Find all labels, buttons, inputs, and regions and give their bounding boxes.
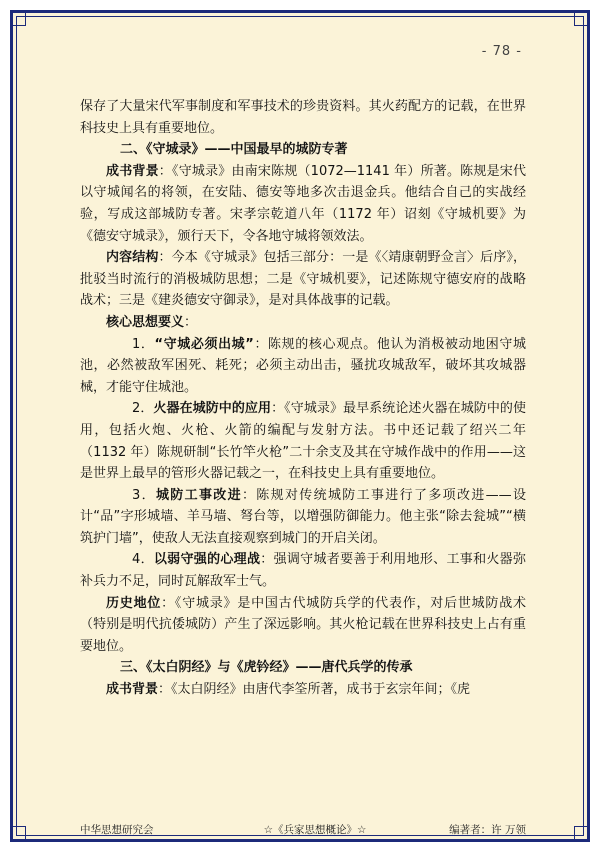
frame-corner-top-left — [10, 10, 26, 26]
paragraph-label: 核心思想要义 — [106, 314, 185, 330]
footer-author: 编著者：许 万领 — [449, 824, 526, 836]
paragraph-label: 成书背景 — [106, 163, 159, 179]
paragraph-label: 历史地位 — [106, 595, 162, 611]
paragraph-background: 成书背景：《太白阴经》由唐代李筌所著，成书于玄宗年间；《虎 — [106, 682, 471, 698]
footer-organization: 中华思想研究会 — [80, 824, 154, 836]
list-number: 1． — [132, 336, 155, 352]
frame-corner-top-right — [574, 10, 590, 26]
paragraph-label: 成书背景 — [106, 682, 159, 698]
list-item-label: 以弱守强的心理战 — [153, 552, 261, 568]
frame-corner-bottom-left — [10, 826, 26, 842]
list-item: 2．火器在城防中的应用：《守城录》最早系统论述火器在城防中的使用，包括火炮、火枪、火箭的编配与发射方法。书中还记载了绍兴二年（1132 年）陈规研制“长竹竿火枪”二十余支及其在守城作战中的作用——这是世界上最早的管形火器记载之一，在科技史上具有重要地位。 — [80, 401, 526, 482]
list-number: 4． — [132, 552, 154, 568]
section-heading-2: 二、《守城录》——中国最早的城防专著 — [120, 142, 348, 158]
paragraph-continuation: 保存了大量宋代军事制度和军事技术的珍贵资料。其火药配方的记载，在世界科技史上具有重要地位。 — [80, 99, 526, 136]
paragraph-historical-status: 历史地位：《守城录》是中国古代城防兵学的代表作，对后世城防战术（特别是明代抗倭城防）产生了深远影响。其火枪记载在世界科技史上占有重要地位。 — [80, 595, 526, 654]
paragraph-structure: 内容结构：今本《守城录》包括三部分：一是《〈靖康朝野佥言〉后序》，批驳当时流行的消极城防思想；二是《守城机要》，记述陈规守德安府的战略战术；三是《建炎德安守御录》，是对具体战事的记载。 — [80, 250, 526, 309]
list-item: 1．“守城必须出城”：陈规的核心观点。他认为消极被动地困守城池，必然被敌军困死、耗死；必须主动出击，骚扰攻城敌军，破坏其攻城器械，才能守住城池。 — [80, 336, 526, 395]
list-item: 3．城防工事改进：陈规对传统城防工事进行了多项改进——设计“品”字形城墙、羊马墙、弩台等，以增强防御能力。他主张“除去瓮城”“横筑护门墙”，使敌人无法直接观察到城门的开启关闭。 — [80, 487, 526, 546]
frame-corner-bottom-right — [574, 826, 590, 842]
footer-book-title: ☆《兵家思想概论》☆ — [263, 824, 367, 836]
body-text — [80, 96, 526, 701]
list-number: 3． — [132, 487, 156, 503]
list-item-label: 火器在城防中的应用 — [153, 401, 272, 417]
list-number: 2． — [132, 401, 154, 417]
page-number: - 78 - — [481, 44, 522, 59]
paragraph-background: 成书背景：《守城录》由南宋陈规（1072—1141 年）所著。陈规是宋代以守城闻名的将领，在安陆、德安等地多次击退金兵。他结合自己的实战经验，写成这部城防专著。宋孝宗乾道八年（1172 年）诏刻《守城机要》为《德安守城录》，颁行天下，令各地守城将领效法。 — [80, 163, 526, 244]
list-item: 4．以弱守强的心理战：强调守城者要善于利用地形、工事和火器弥补兵力不足，同时瓦解敌军士气。 — [80, 552, 526, 590]
list-item-label: “守城必须出城” — [154, 336, 254, 352]
paragraph-core-ideas: 核心思想要义： — [106, 314, 198, 330]
section-heading-3: 三、《太白阴经》与《虎钤经》——唐代兵学的传承 — [120, 660, 413, 676]
list-item-label: 城防工事改进 — [155, 487, 242, 503]
paragraph-label: 内容结构 — [106, 250, 159, 266]
